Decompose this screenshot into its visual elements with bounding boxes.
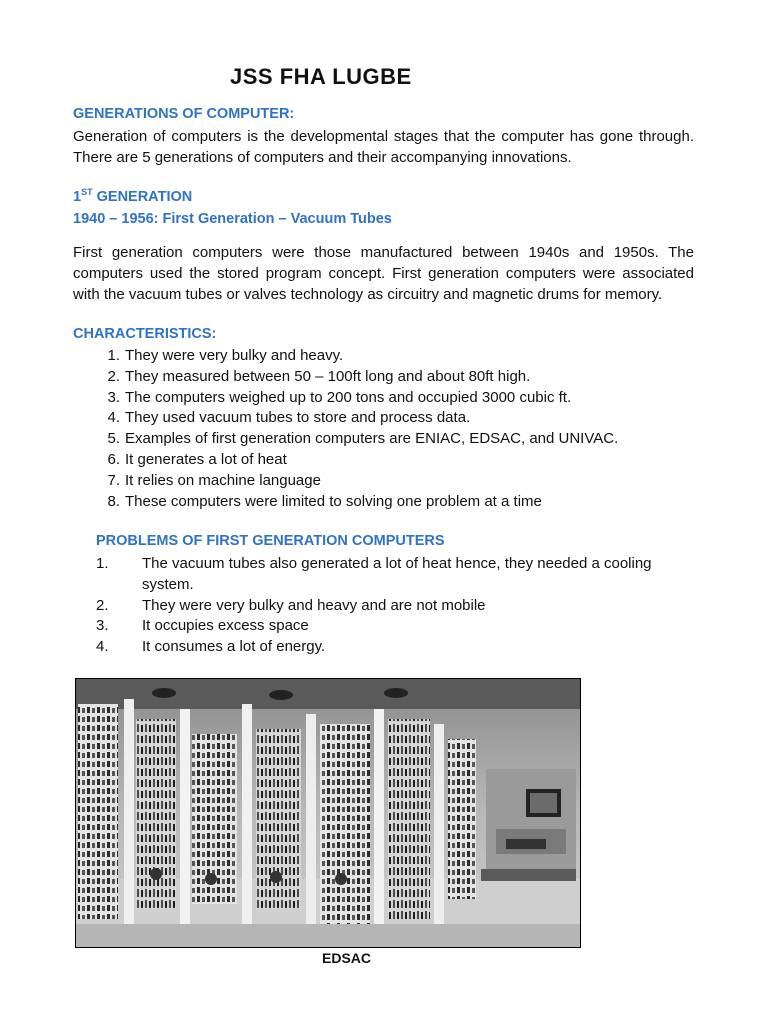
characteristic-text: They used vacuum tubes to store and process data. [125, 409, 471, 427]
characteristic-text: Examples of first generation computers are ENIAC, EDSAC, and UNIVAC. [125, 430, 619, 448]
problem-number: 3. [96, 617, 109, 635]
edsac-photo-illustration [76, 679, 580, 947]
characteristic-number: 3. [107, 388, 120, 406]
characteristic-number: 8. [107, 492, 120, 510]
problem-item [96, 596, 696, 617]
problem-item [96, 554, 696, 596]
characteristic-number: 2. [107, 367, 120, 385]
generation-paragraph [73, 242, 694, 305]
characteristic-text: These computers were limited to solving one problem at a time [125, 492, 542, 510]
problem-text: The vacuum tubes also generated a lot of heat hence, they needed a cooling system. [142, 555, 652, 593]
generation-heading-label: GENERATION [92, 189, 193, 205]
characteristic-text: It generates a lot of heat [125, 450, 287, 468]
edsac-photo [75, 678, 581, 948]
image-caption: EDSAC [322, 950, 372, 966]
intro-text: Generation of computers is the developmental stages that the computer has gone through. There are 5 generations of computers and their accompanying innovations. [73, 128, 694, 166]
section-heading: GENERATIONS OF COMPUTER: [73, 106, 295, 122]
characteristic-number: 5. [107, 430, 120, 448]
problems-heading: PROBLEMS OF FIRST GENERATION COMPUTERS [96, 533, 445, 549]
characteristic-text: They measured between 50 – 100ft long and about 80ft high. [125, 367, 531, 385]
problem-number: 1. [96, 555, 109, 572]
problem-item [96, 637, 696, 658]
characteristic-text: It relies on machine language [125, 471, 321, 489]
generation-heading [73, 189, 192, 205]
generation-heading-superscript: ST [81, 187, 93, 197]
problem-text: It occupies excess space [142, 617, 309, 635]
characteristic-number: 6. [107, 450, 120, 468]
problems-list [96, 554, 696, 658]
problem-number: 4. [96, 638, 109, 656]
characteristics-heading: CHARACTERISTICS: [73, 326, 217, 342]
generation-subheading: 1940 – 1956: First Generation – Vacuum Tubes [73, 211, 392, 227]
generation-heading-number: 1 [73, 189, 82, 205]
problem-number: 2. [96, 596, 109, 614]
characteristic-text: They were very bulky and heavy. [125, 347, 344, 364]
page-title: JSS FHA LUGBE [230, 64, 412, 89]
characteristic-number: 7. [107, 471, 120, 489]
generation-paragraph-text: First generation computers were those manufactured between 1940s and 1950s. The computers used the stored program concept. First generation computers were associated with the vacuum tubes or valves technology as circuitry and magnetic drums for memory. [73, 244, 694, 303]
characteristic-number: 1. [107, 347, 120, 364]
intro-paragraph [73, 126, 694, 168]
characteristic-number: 4. [107, 409, 120, 427]
problem-text: It consumes a lot of energy. [142, 638, 326, 656]
problem-item [96, 616, 696, 637]
characteristic-text: The computers weighed up to 200 tons and occupied 3000 cubic ft. [125, 388, 572, 406]
problem-text: They were very bulky and heavy and are not mobile [142, 596, 486, 614]
